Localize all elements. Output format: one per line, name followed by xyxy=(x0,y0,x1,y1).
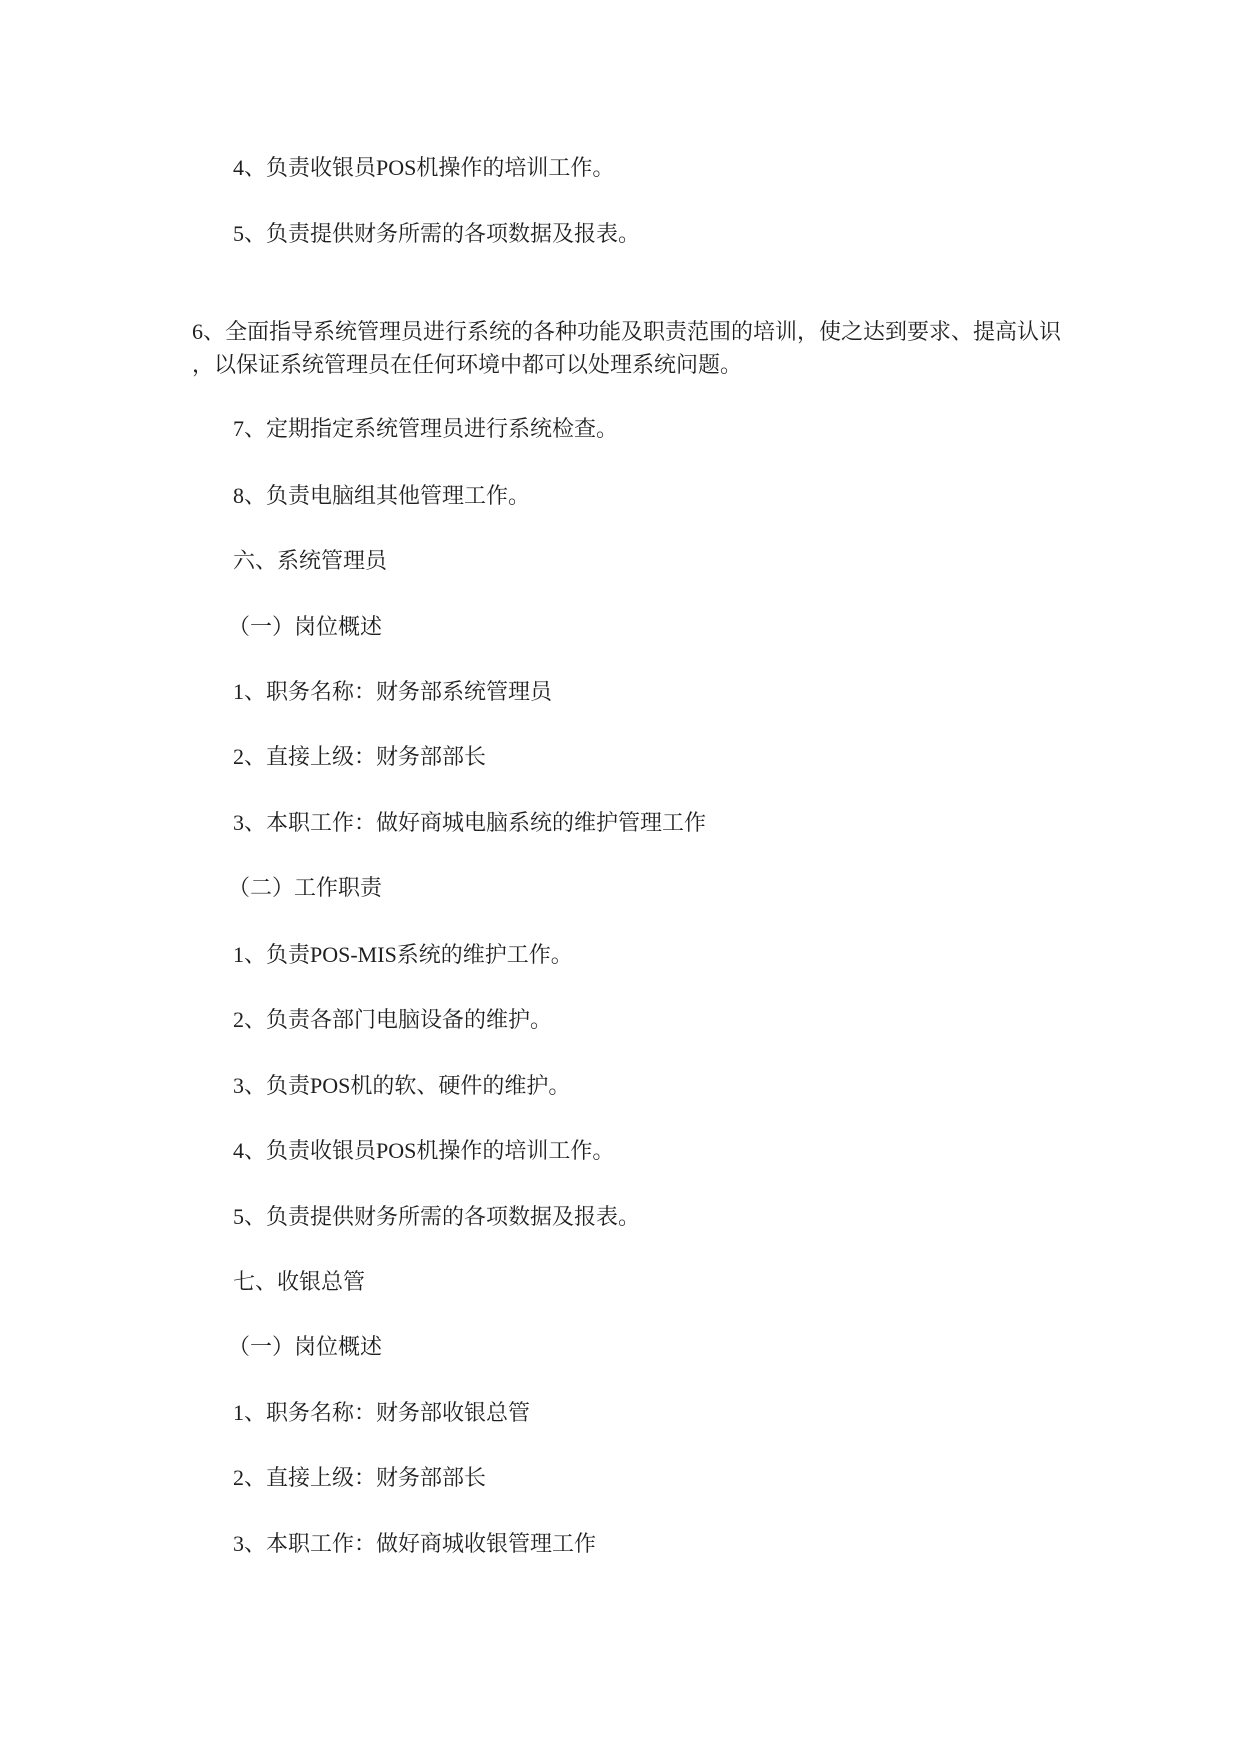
duty-list-item: 2、负责各部门电脑设备的维护。 xyxy=(233,1007,553,1032)
subsection-heading-overview: （一）岗位概述 xyxy=(228,1334,383,1359)
subsection-heading-duties: （二）工作职责 xyxy=(228,875,383,900)
section-heading-cashier-manager: 七、收银总管 xyxy=(233,1269,366,1294)
overview-item-supervisor: 2、直接上级：财务部部长 xyxy=(233,744,487,769)
duty-item-7: 7、定期指定系统管理员进行系统检查。 xyxy=(233,416,619,441)
duty-item-6-line-2: ，以保证系统管理员在任何环境中都可以处理系统问题。 xyxy=(192,352,743,377)
subsection-heading-overview: （一）岗位概述 xyxy=(228,614,383,639)
duty-item-6-line-1: 6、全面指导系统管理员进行系统的各种功能及职责范围的培训，使之达到要求、提高认识 xyxy=(192,319,1062,344)
overview-item-job-title: 1、职务名称：财务部收银总管 xyxy=(233,1400,531,1425)
duty-list-item: 4、负责收银员POS机操作的培训工作。 xyxy=(233,1138,615,1163)
duty-list-item: 3、负责POS机的软、硬件的维护。 xyxy=(233,1073,571,1098)
duty-item-4: 4、负责收银员POS机操作的培训工作。 xyxy=(233,155,615,180)
duty-item-5: 5、负责提供财务所需的各项数据及报表。 xyxy=(233,221,641,246)
duty-item-8: 8、负责电脑组其他管理工作。 xyxy=(233,483,531,508)
overview-item-core-duty: 3、本职工作：做好商城收银管理工作 xyxy=(233,1531,597,1556)
section-heading-system-admin: 六、系统管理员 xyxy=(233,548,388,573)
duty-list-item: 5、负责提供财务所需的各项数据及报表。 xyxy=(233,1204,641,1229)
overview-item-job-title: 1、职务名称：财务部系统管理员 xyxy=(233,679,553,704)
overview-item-core-duty: 3、本职工作：做好商城电脑系统的维护管理工作 xyxy=(233,810,707,835)
overview-item-supervisor: 2、直接上级：财务部部长 xyxy=(233,1465,487,1490)
duty-list-item: 1、负责POS-MIS系统的维护工作。 xyxy=(233,942,573,967)
